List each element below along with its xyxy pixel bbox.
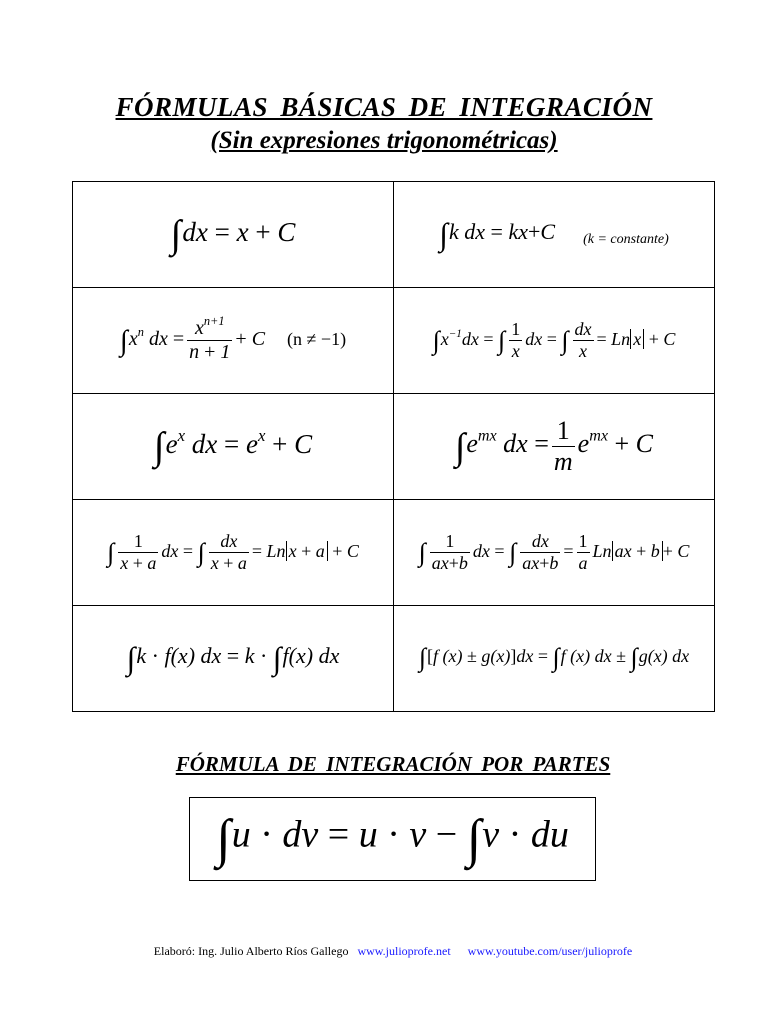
formula-constant-multiple: ∫k · f(x) dx = k · ∫f(x) dx	[126, 640, 340, 676]
constant-note: (k = constante)	[583, 232, 669, 248]
formula-exponential: $\int e^x$ dx = $e^x + C$	[153, 424, 313, 468]
formula-integration-by-parts: ∫u · dv = u · v − ∫v · du	[216, 809, 569, 869]
table-row	[73, 500, 715, 606]
website-link[interactable]: www.julioprofe.net	[357, 944, 451, 958]
integration-by-parts-box	[189, 797, 596, 881]
formula-cell	[394, 182, 715, 288]
formula-cell	[394, 606, 715, 712]
formula-cell	[73, 394, 394, 500]
table-row	[73, 182, 715, 288]
formula-log-x-plus-a: ∫ $\frac{1}{x + a}$ dx = ∫ $\frac{dx}{x + a}$ = Ln x + a + C	[107, 531, 359, 573]
document-title: FÓRMULAS BÁSICAS DE INTEGRACIÓN	[115, 92, 653, 122]
formula-cell	[73, 288, 394, 394]
table-row	[73, 394, 715, 500]
formula-sum-rule: ∫[f (x) ± g(x)]dx = ∫f (x) dx ± ∫g(x) dx	[418, 643, 690, 673]
table-row	[73, 288, 715, 394]
formula-reciprocal: $\int x^{-1}dx$ = ∫ $\frac{1}{x}$ dx = ∫ $\frac{dx}{x}$ = Ln x + C	[432, 319, 676, 361]
formulas-table	[72, 181, 715, 712]
formula-cell	[73, 182, 394, 288]
formula-log-ax-plus-b: ∫ $\frac{1}{ax+b}$ dx = ∫ $\frac{dx}{ax+b}$ = $\frac{1}{a}$ Ln ax + b + C	[418, 531, 690, 573]
formula-integral-dx: ∫dx = x + C	[170, 212, 296, 256]
formula-exponential-mx: $\int e^{mx}$ dx = $\frac{1}{m}$ $e^{mx} + C$	[454, 416, 654, 476]
formula-cell	[394, 288, 715, 394]
footer	[0, 944, 768, 959]
formula-cell	[394, 500, 715, 606]
integration-by-parts-heading: FÓRMULA DE INTEGRACIÓN POR PARTES	[175, 752, 611, 776]
author-credit: Elaboró: Ing. Julio Alberto Ríos Gallego	[153, 944, 349, 958]
table-row	[73, 606, 715, 712]
formula-power-rule: $\int x^n$ dx = $\frac{x^{n+1}}{n + 1}$ + C	[119, 314, 266, 363]
formula-cell	[394, 394, 715, 500]
power-rule-condition: (n ≠ −1)	[287, 329, 347, 350]
formula-cell	[73, 500, 394, 606]
document-subtitle: (Sin expresiones trigonométricas)	[210, 127, 558, 154]
formula-integral-constant: ∫k dx = kx+C	[439, 216, 556, 252]
youtube-link[interactable]: www.youtube.com/user/julioprofe	[467, 944, 633, 958]
formula-cell	[73, 606, 394, 712]
